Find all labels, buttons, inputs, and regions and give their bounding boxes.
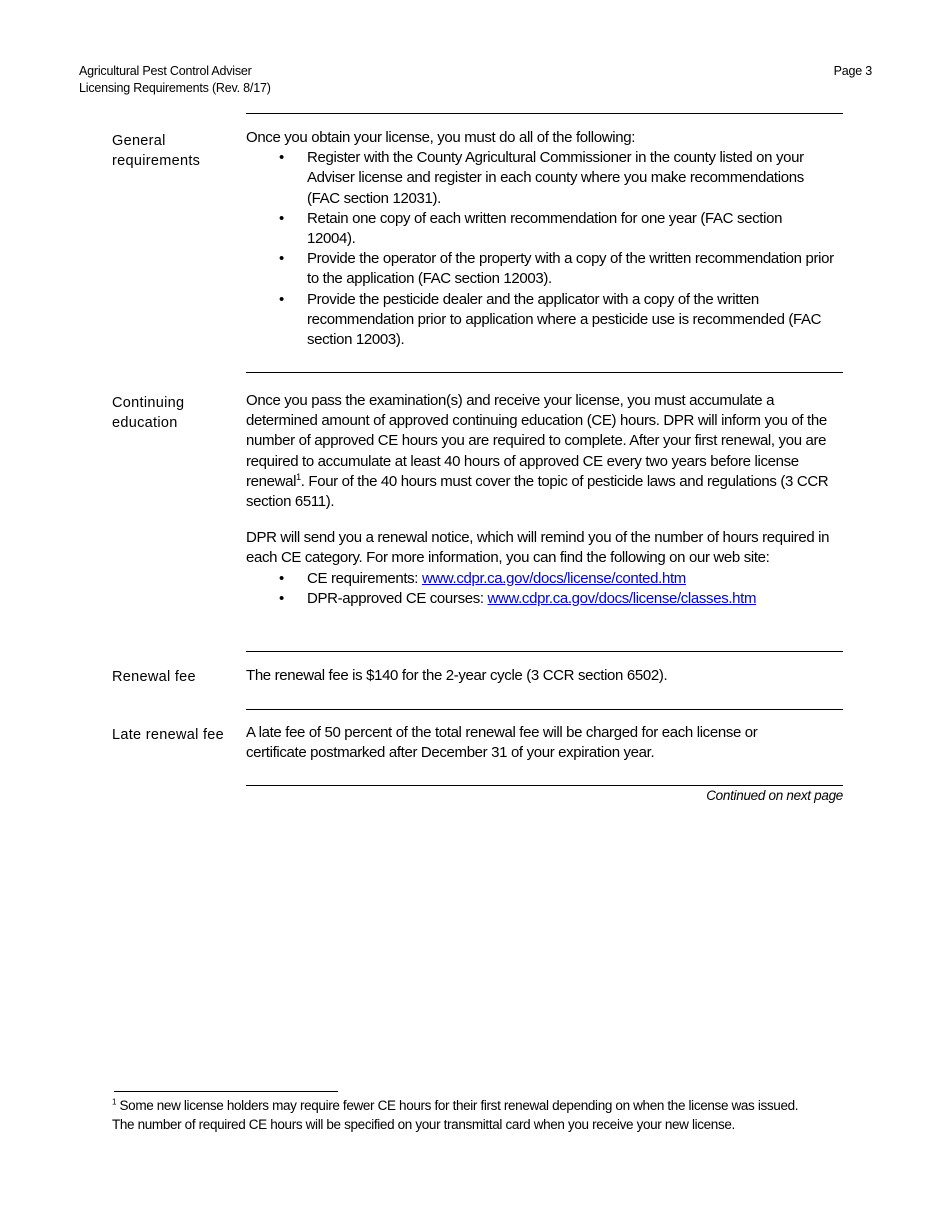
footnote-mark: 1	[112, 1097, 117, 1107]
ce-links-list	[246, 569, 846, 609]
document-title	[79, 63, 271, 97]
footnote-divider	[114, 1091, 338, 1092]
general-requirements-label: General requirements	[112, 133, 201, 169]
continuing-education-body	[246, 391, 846, 609]
footnote-text: Some new license holders may require fewer CE hours for their first renewal depending on when the license was issued. The number of required CE hours will be specified on your transmittal card when you receive your new license.	[112, 1098, 799, 1132]
list-item: • Retain one copy of each written recommendation for one year (FAC section 12004).	[279, 209, 783, 248]
renewal-fee-text: The renewal fee is $140 for the 2-year cycle (3 CCR section 6502).	[246, 667, 668, 684]
footnote-reference: 1	[296, 471, 301, 482]
bullet-icon: •	[279, 250, 284, 268]
document-title-line1: Agricultural Pest Control Adviser	[79, 64, 252, 78]
renewal-fee-label: Renewal fee	[112, 669, 196, 685]
continuing-paragraph-2: DPR will send you a renewal notice, which will remind you of the number of hours required in each CE category. For more information, you can find the following on our web site:	[246, 529, 830, 567]
continued-on-next-page: Continued on next page	[706, 788, 843, 803]
ce-requirements-link[interactable]: www.cdpr.ca.gov/docs/license/conted.htm	[421, 569, 686, 587]
ce-courses-label: DPR-approved CE courses:	[307, 589, 488, 607]
ce-requirements-label: CE requirements:	[307, 569, 422, 587]
page-number: Page 3	[833, 64, 872, 78]
continuing-paragraph-1: Once you pass the examination(s) and receive your license, you must accumulate a determined amount of approved continuing education (CE) hours. DPR will inform you of the number of approved CE hours you are required to complete. After your first renewal, you are required to accumulate at least 40 hours of approved CE every two years before license renewal$^1$. Four of the 40 hours must cover the topic of pesticide laws and regulations (3 CCR section 6511).	[246, 392, 829, 511]
bullet-icon: •	[279, 149, 284, 167]
divider-late-renewal	[246, 785, 843, 786]
bullet-icon: •	[279, 209, 284, 227]
divider-top	[246, 113, 843, 114]
list-item	[246, 589, 846, 609]
list-item	[246, 569, 846, 589]
ce-courses-link[interactable]: www.cdpr.ca.gov/docs/license/classes.htm	[487, 589, 757, 607]
continuing-education-label: Continuing education	[112, 395, 185, 431]
list-item: • Provide the pesticide dealer and the applicator with a copy of the written recommendation prior to application where a pesticide use is recommended (FAC section 12003).	[279, 290, 822, 349]
general-requirements-list	[246, 148, 846, 350]
late-renewal-fee-label: Late renewal fee	[112, 727, 225, 743]
late-renewal-fee-text: A late fee of 50 percent of the total renewal fee will be charged for each license or certificate postmarked after December 31 of your expiration year.	[246, 724, 758, 762]
list-item: • Provide the operator of the property with a copy of the written recommendation prior to the application (FAC section 12003).	[279, 250, 834, 288]
list-item: • Register with the County Agricultural Commissioner in the county listed on your Adviser license and register in each county where you make recommendations (FAC section 12031).	[279, 149, 804, 207]
divider-general	[246, 372, 843, 373]
divider-continuing	[246, 651, 843, 652]
bullet-icon: •	[279, 290, 284, 308]
footnote	[112, 1097, 812, 1134]
bullet-icon: •	[279, 569, 284, 587]
document-title-line2: Licensing Requirements (Rev. 8/17)	[79, 81, 271, 95]
divider-renewal	[246, 709, 843, 710]
bullet-icon: •	[279, 589, 284, 607]
general-intro: Once you obtain your license, you must do all of the following:	[246, 129, 636, 146]
general-requirements-body	[246, 128, 846, 350]
